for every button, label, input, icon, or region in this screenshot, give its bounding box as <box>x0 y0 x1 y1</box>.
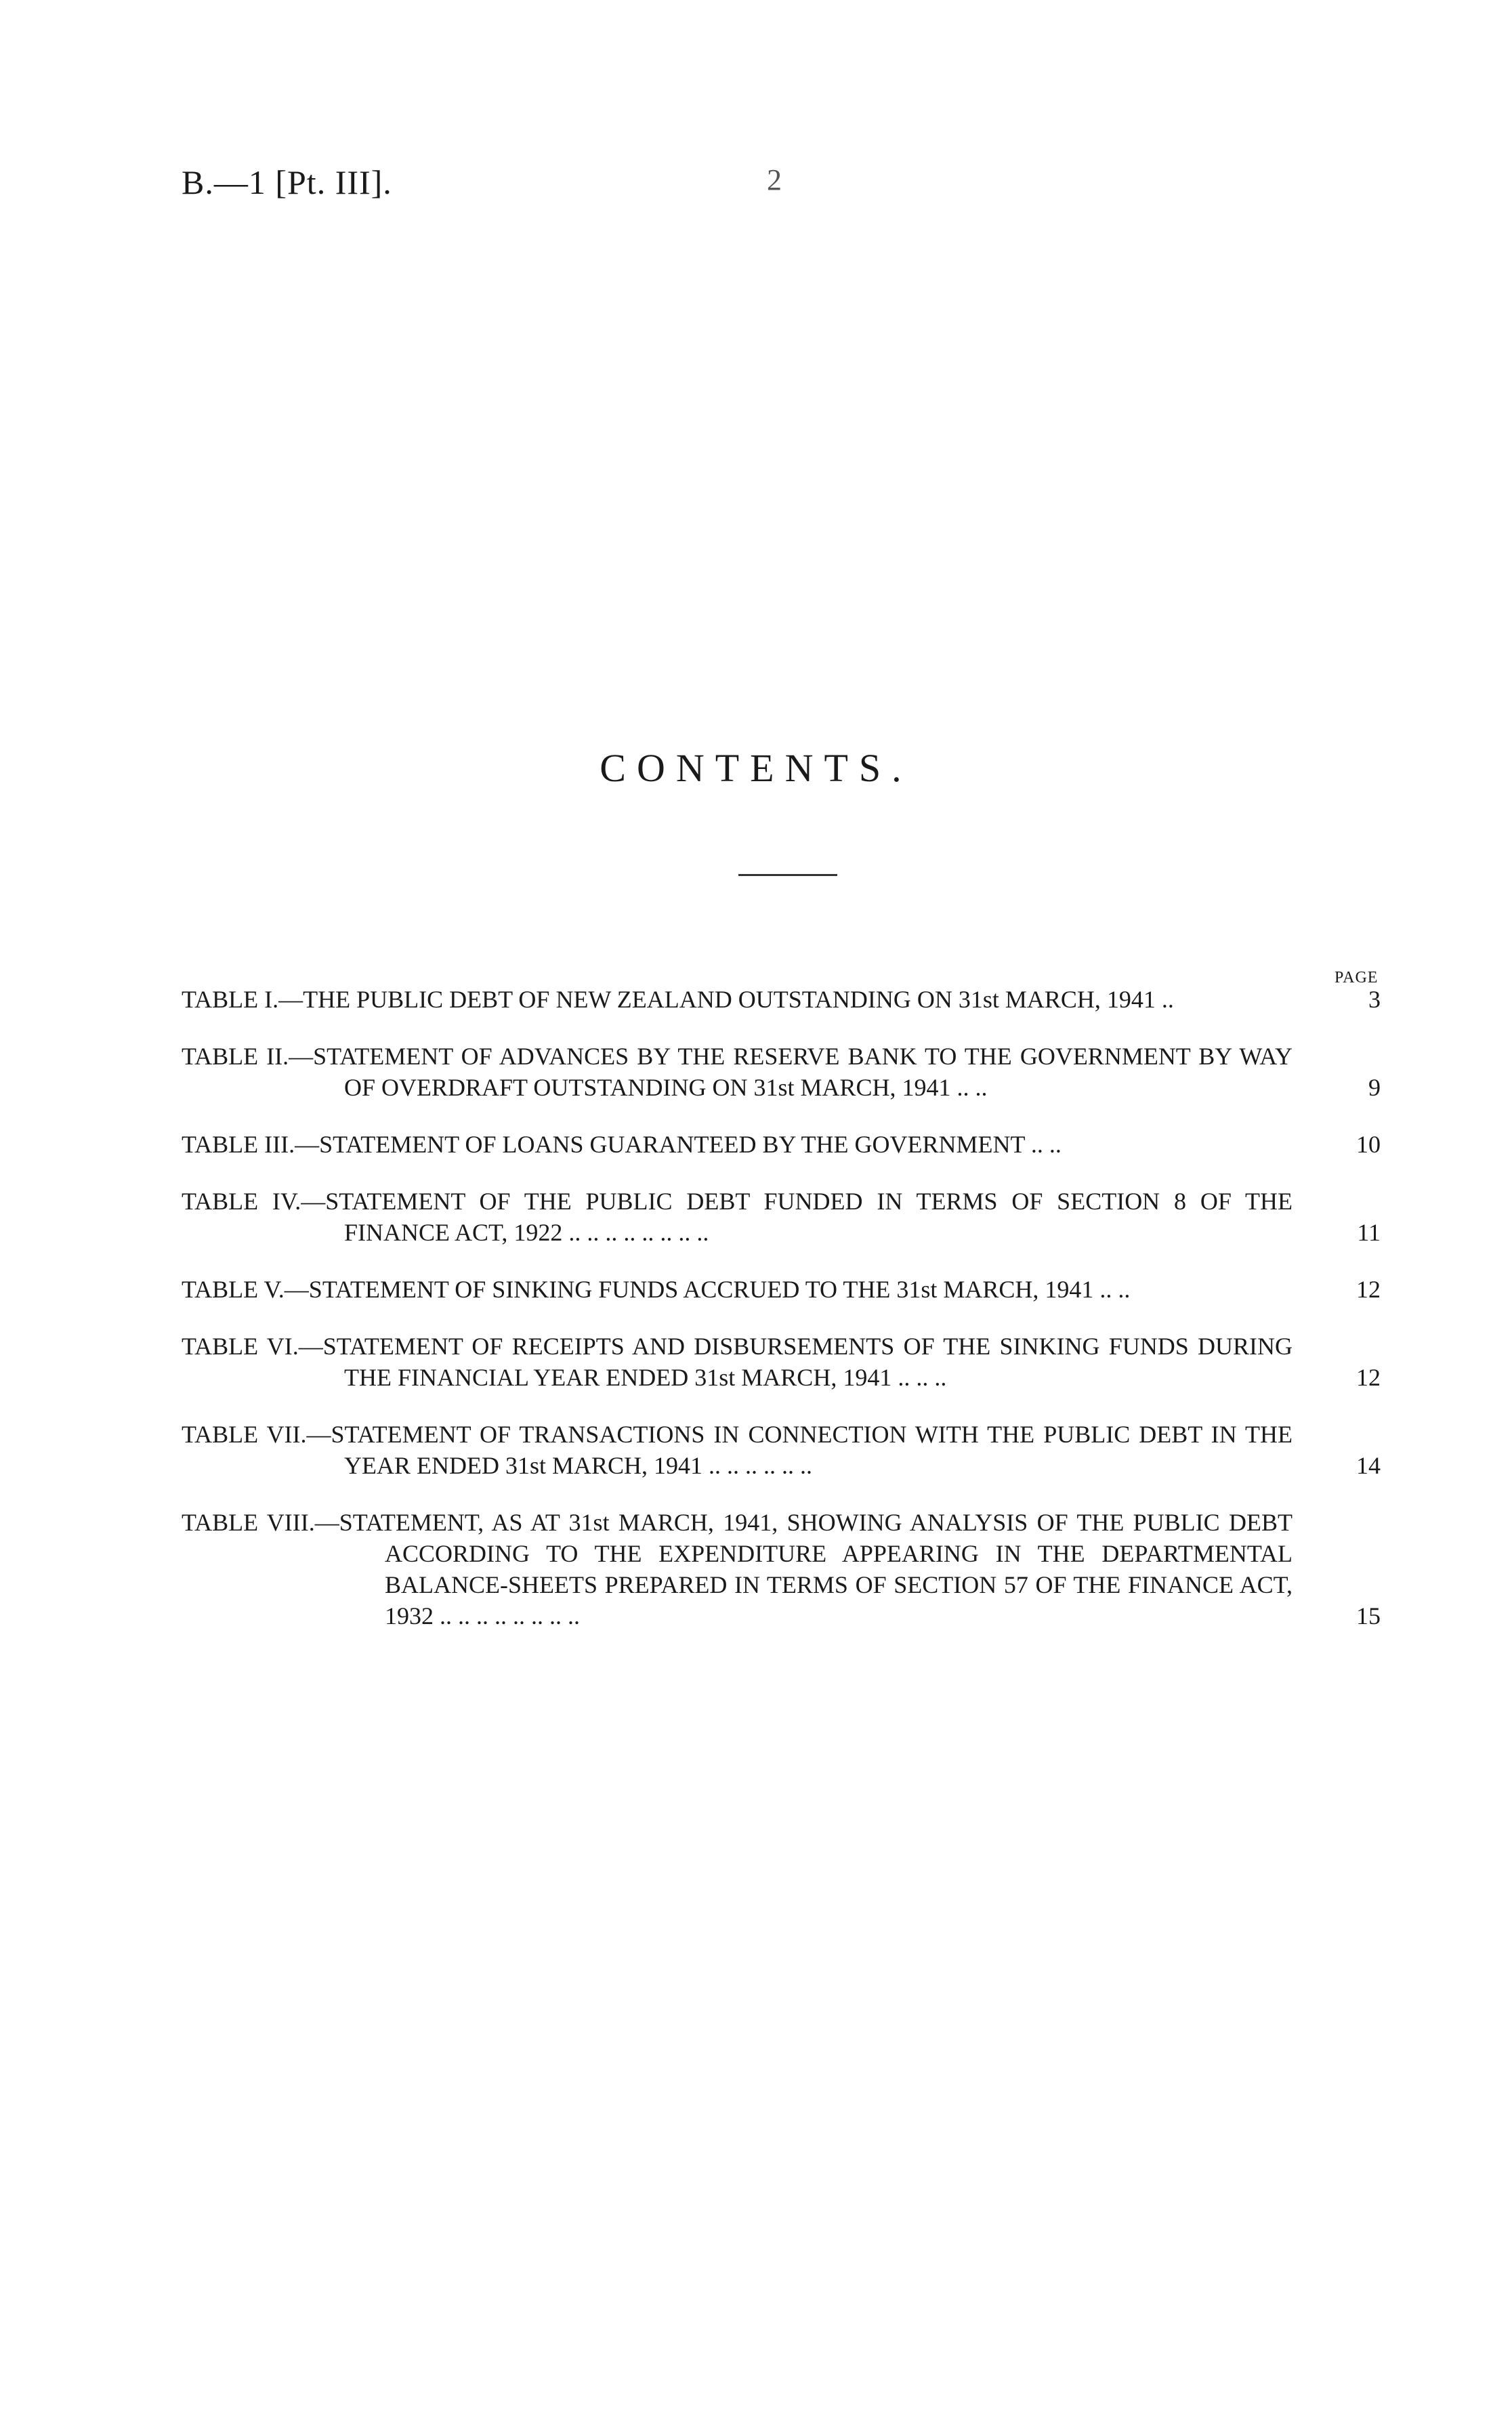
toc-entry-text: TABLE III.—STATEMENT OF LOANS GUARANTEED BY THE GOVERNMENT .. .. <box>182 1131 1062 1158</box>
toc-entry-page: 12 <box>1356 1276 1381 1303</box>
toc-entry <box>182 1274 1381 1305</box>
toc-entry-page: 10 <box>1356 1131 1381 1158</box>
toc-entry <box>182 1419 1381 1481</box>
toc-entry-text: TABLE IV.—STATEMENT OF THE PUBLIC DEBT FUNDED IN TERMS OF SECTION 8 OF THE FINANCE ACT, 1922 .. .. .. .. .. .. .. .. <box>182 1188 1293 1246</box>
table-of-contents <box>182 984 1381 1657</box>
document-reference: B.—1 [Pt. III]. <box>182 163 392 201</box>
page-column-label: PAGE <box>1335 969 1379 986</box>
toc-entry-text: TABLE VIII.—STATEMENT, AS AT 31st MARCH, 1941, SHOWING ANALYSIS OF THE PUBLIC DEBT ACCORDING TO THE EXPENDITURE APPEARING IN THE DEPARTMENTAL BALANCE-SHEETS PREPARED IN TERMS OF SECTION 57 OF THE FINANCE ACT, 1932 .. .. .. .. .. .. .. .. <box>182 1509 1293 1629</box>
page-title: CONTENTS. <box>600 746 912 790</box>
toc-entry-page: 9 <box>1368 1074 1381 1101</box>
toc-entry-text: TABLE V.—STATEMENT OF SINKING FUNDS ACCRUED TO THE 31st MARCH, 1941 .. .. <box>182 1276 1131 1303</box>
toc-entry-page: 3 <box>1368 986 1381 1013</box>
toc-entry-page: 11 <box>1357 1219 1381 1246</box>
toc-entry-text: TABLE II.—STATEMENT OF ADVANCES BY THE RESERVE BANK TO THE GOVERNMENT BY WAY OF OVERDRAFT OUTSTANDING ON 31st MARCH, 1941 .. .. <box>182 1043 1293 1101</box>
toc-entry-page: 12 <box>1356 1364 1381 1391</box>
toc-entry-page: 14 <box>1356 1452 1381 1479</box>
toc-entry <box>182 1331 1381 1393</box>
toc-entry-text: TABLE I.—THE PUBLIC DEBT OF NEW ZEALAND OUTSTANDING ON 31st MARCH, 1941 .. <box>182 986 1174 1013</box>
toc-entry-text: TABLE VI.—STATEMENT OF RECEIPTS AND DISBURSEMENTS OF THE SINKING FUNDS DURING THE FINANCIAL YEAR ENDED 31st MARCH, 1941 .. .. .. <box>182 1333 1293 1391</box>
toc-entry-text: TABLE VII.—STATEMENT OF TRANSACTIONS IN CONNECTION WITH THE PUBLIC DEBT IN THE YEAR ENDED 31st MARCH, 1941 .. .. .. .. .. .. <box>182 1421 1293 1479</box>
page-number: 2 <box>767 163 782 196</box>
toc-entry <box>182 1186 1381 1248</box>
toc-entry <box>182 1041 1381 1103</box>
toc-entry <box>182 984 1381 1015</box>
toc-entry-page: 15 <box>1356 1602 1381 1629</box>
toc-entry <box>182 1129 1381 1160</box>
toc-entry <box>182 1507 1381 1631</box>
title-rule-divider <box>738 874 837 876</box>
